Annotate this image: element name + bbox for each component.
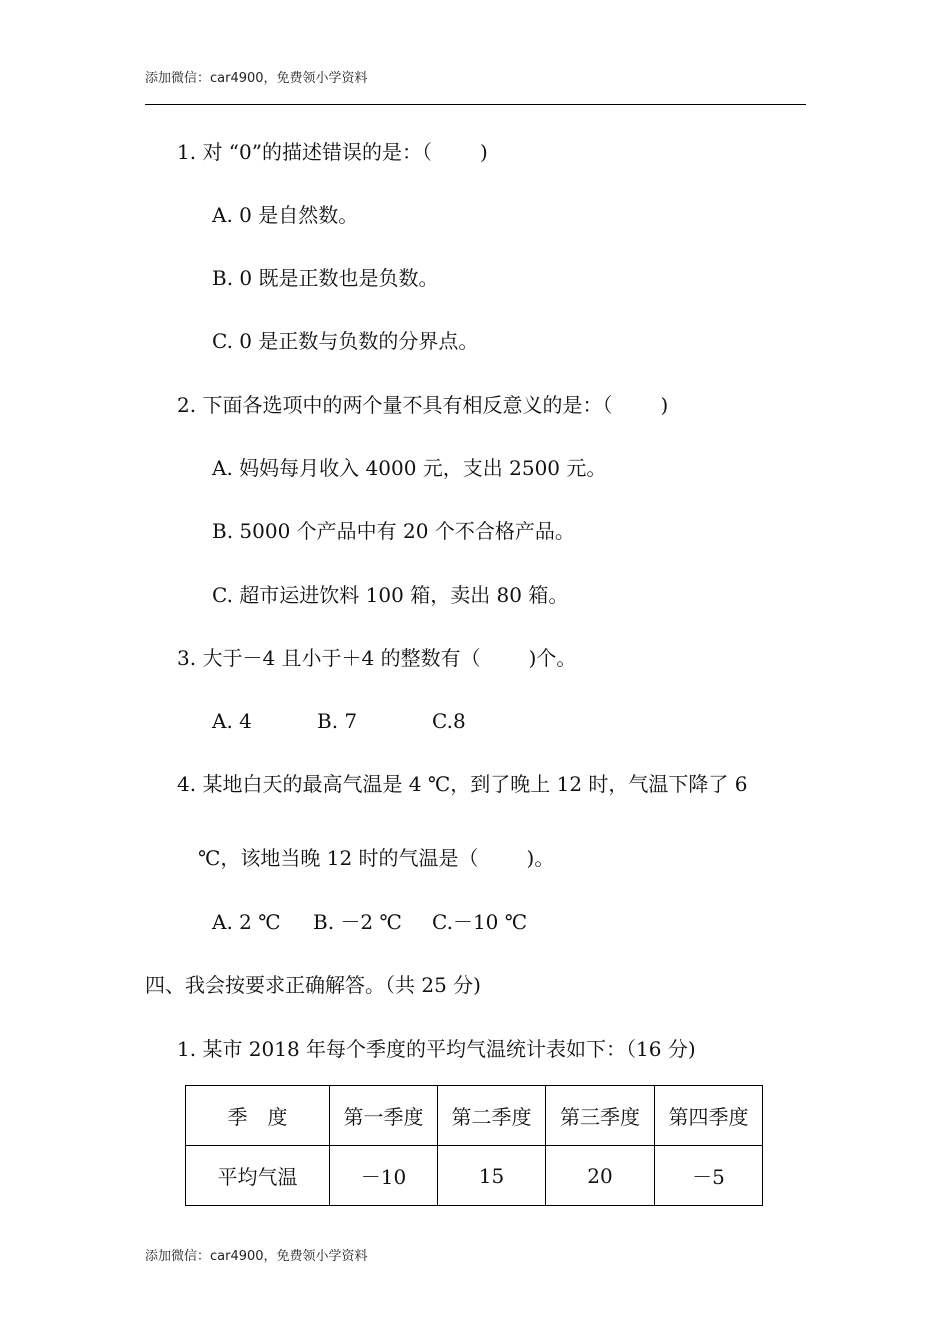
section-4-question-1-stem: 1. 某市 2018 年每个季度的平均气温统计表如下：（16 分) [177,1037,696,1061]
question-4-blank-close: )。 [526,846,555,870]
question-4-option-c: C.－10 ℃ [432,910,528,934]
table-row [186,1146,763,1206]
table-header-cell: 第三季度 [546,1086,655,1146]
question-2-option-c: C. 超市运进饮料 100 箱，卖出 80 箱。 [212,583,569,607]
question-4-option-b: B. －2 ℃ [313,910,402,934]
question-1-blank-close: ) [479,140,488,164]
table-cell: 平均气温 [186,1146,330,1206]
question-1-option-b: B. 0 既是正数也是负数。 [212,266,439,290]
table-header-cell: 第二季度 [438,1086,546,1146]
question-3 [177,644,576,672]
question-2-option-b: B. 5000 个产品中有 20 个不合格产品。 [212,519,575,543]
question-4-stem-line2: ℃，该地当晚 12 时的气温是（ [198,846,479,870]
header-divider [145,104,806,105]
question-3-option-c: C.8 [432,709,466,733]
question-3-blank-close: )个。 [528,646,577,670]
table-cell: －5 [655,1146,763,1206]
question-3-option-a: A. 4 [212,709,252,733]
table-cell: 20 [546,1146,655,1206]
question-4 [198,844,554,872]
question-1-option-c: C. 0 是正数与负数的分界点。 [212,329,479,353]
table-cell: －10 [330,1146,438,1206]
page-footer: 添加微信：car4900，免费领小学资料 [145,1249,368,1264]
question-1 [177,138,488,166]
table-header-cell: 第一季度 [330,1086,438,1146]
page-header: 添加微信：car4900，免费领小学资料 [145,71,368,86]
section-4-title: 四、我会按要求正确解答。（共 25 分) [145,973,481,997]
question-2-option-a: A. 妈妈每月收入 4000 元，支出 2500 元。 [212,456,607,480]
table-header-cell: 第四季度 [655,1086,763,1146]
table-cell: 15 [438,1146,546,1206]
question-1-option-a: A. 0 是自然数。 [212,203,359,227]
question-4-stem-line1: 4. 某地白天的最高气温是 4 ℃，到了晚上 12 时，气温下降了 6 [177,772,748,796]
question-4-option-a: A. 2 ℃ [212,910,281,934]
question-1-stem: 1. 对 “0”的描述错误的是：（ [177,140,432,164]
question-2-stem: 2. 下面各选项中的两个量不具有相反意义的是：（ [177,393,613,417]
question-3-option-b: B. 7 [317,709,358,733]
question-3-stem: 3. 大于－4 且小于＋4 的整数有（ [177,646,481,670]
question-2 [177,391,668,419]
temperature-table [185,1085,763,1206]
table-header-row [186,1086,763,1146]
question-2-blank-close: ) [660,393,669,417]
table-header-cell: 季 度 [186,1086,330,1146]
